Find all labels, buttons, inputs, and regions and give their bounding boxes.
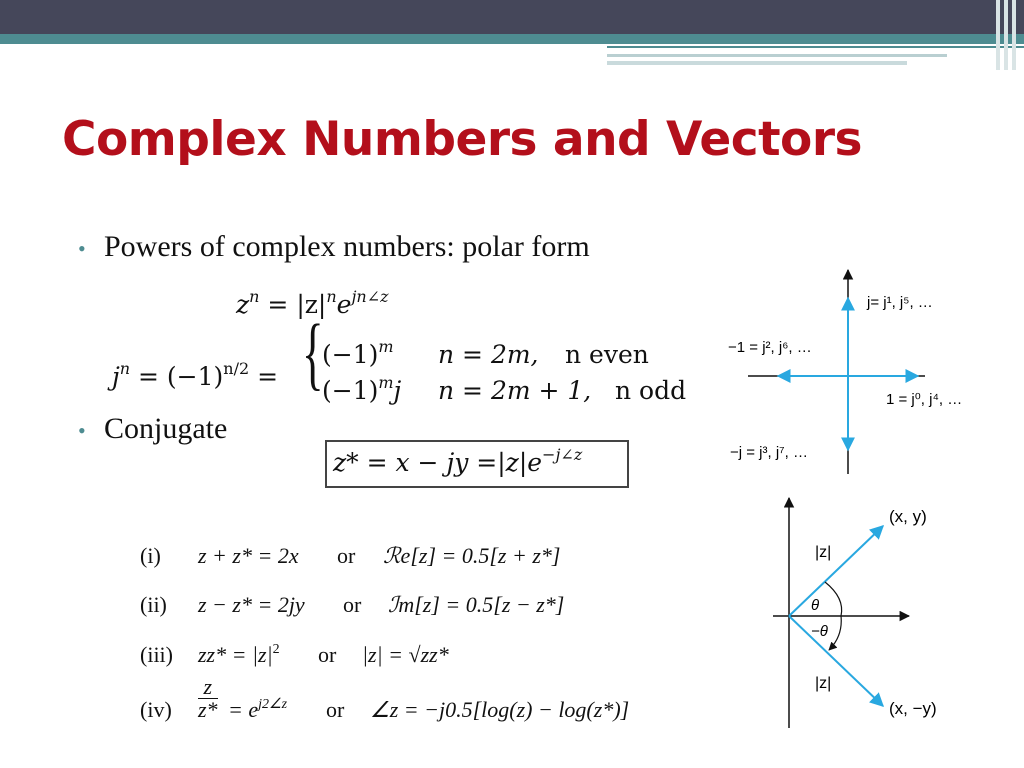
- eq-var: e: [336, 290, 352, 319]
- prop-expr-text: z + z* = 2x: [198, 543, 299, 568]
- header-decor-line: [607, 54, 947, 57]
- property-label: (ii): [140, 592, 167, 617]
- header-decor-bar: [1004, 0, 1008, 70]
- eq-text: n = 2m + 1,: [438, 376, 592, 405]
- property-or: or: [343, 592, 362, 617]
- frac-numerator: z: [203, 674, 213, 699]
- case-even-condition: [438, 340, 539, 369]
- eq-var: j: [393, 376, 402, 405]
- slide-title: Complex Numbers and Vectors: [62, 112, 863, 167]
- label-mag-upper: |z|: [815, 544, 832, 561]
- eq-text: = (−1): [130, 362, 224, 391]
- theta-arc: [825, 582, 842, 616]
- bullet-conjugate: [78, 412, 228, 446]
- vector-z: [789, 526, 883, 616]
- eq-text: n = 2m,: [438, 340, 539, 369]
- label-one: 1 = j⁰, j⁴, …: [886, 391, 963, 408]
- header-decor-line: [607, 46, 1024, 48]
- cases-brace: {: [302, 307, 324, 398]
- property-expr: [198, 642, 280, 668]
- property-fraction: [198, 674, 218, 725]
- label-neg-one: −1 = j², j⁶, …: [728, 339, 812, 356]
- property-expr: [228, 697, 287, 723]
- conjugate-diagram: [765, 492, 995, 732]
- case-even: [322, 337, 394, 369]
- header-decor-bar: [996, 0, 1000, 70]
- property-label: (iii): [140, 642, 173, 667]
- bullet-polar-form: [78, 230, 590, 264]
- eq-sup: n: [326, 287, 337, 306]
- eq-text: n odd: [615, 376, 687, 405]
- eq-sup: n/2: [223, 359, 250, 378]
- j-power-equation: [112, 359, 279, 391]
- prop-expr-text: zz* = |z|: [198, 642, 273, 667]
- prop-expr-text: = e: [228, 697, 259, 722]
- eq-sup: −j∠z: [542, 445, 583, 464]
- header-bar: [0, 0, 1024, 34]
- prop-alt-text: ℐm[z] = 0.5[z − z*]: [388, 592, 565, 617]
- property-alt: [388, 592, 564, 618]
- label-mag-lower: |z|: [815, 675, 832, 692]
- eq-text: n even: [565, 340, 649, 369]
- eq-text: z* = x − jy =|z|e: [333, 448, 543, 477]
- eq-text: =: [249, 362, 279, 391]
- bullet-icon: •: [78, 418, 86, 443]
- eq-var: z: [236, 290, 250, 319]
- label-point-x-negy: (x, −y): [889, 699, 937, 718]
- case-even-note: [565, 340, 649, 369]
- case-odd-condition: [438, 376, 591, 405]
- eq-sup: n: [119, 359, 131, 378]
- property-or: or: [326, 697, 345, 722]
- eq-sup: n: [249, 287, 260, 306]
- vector-z-conjugate: [789, 616, 883, 706]
- property-or: or: [337, 543, 356, 568]
- conjugate-equation: [333, 445, 583, 477]
- bullet-text: Powers of complex numbers: polar form: [104, 230, 590, 263]
- header-accent-stripe: [0, 34, 1024, 44]
- property-expr: [198, 543, 299, 569]
- eq-sup: m: [378, 373, 394, 392]
- eq-sup: jn∠z: [351, 287, 389, 306]
- prop-sup: 2: [272, 642, 280, 657]
- property-or: or: [318, 642, 337, 667]
- eq-text: (−1): [322, 340, 379, 369]
- frac-denominator: z*: [198, 697, 218, 722]
- prop-alt-text: |z| = √zz*: [362, 642, 449, 667]
- prop-alt-text: ∠z = −j0.5[log(z) − log(z*)]: [370, 697, 630, 722]
- powers-of-j-diagram: [720, 262, 1010, 482]
- property-alt: [362, 642, 449, 668]
- eq-text: (−1): [322, 376, 379, 405]
- header-decor-line: [607, 61, 907, 65]
- prop-alt-text: ℛe[z] = 0.5[z + z*]: [383, 543, 561, 568]
- prop-expr-text: z − z* = 2jy: [198, 592, 305, 617]
- neg-theta-arc: [829, 616, 841, 650]
- label-neg-theta: −θ: [811, 623, 828, 640]
- property-alt: [370, 697, 629, 723]
- bullet-icon: •: [78, 236, 86, 261]
- case-odd: [322, 373, 402, 405]
- property-label: (i): [140, 543, 161, 568]
- property-label: (iv): [140, 697, 172, 722]
- property-expr: [198, 592, 305, 618]
- prop-sup: j2∠z: [258, 697, 288, 712]
- label-j: j= j¹, j⁵, …: [867, 294, 933, 311]
- label-neg-j: −j = j³, j⁷, …: [730, 444, 808, 461]
- eq-text: = |z|: [259, 290, 327, 319]
- case-odd-note: [615, 376, 686, 405]
- bullet-text: Conjugate: [104, 412, 228, 445]
- header-decor-bar: [1012, 0, 1016, 70]
- label-theta: θ: [811, 597, 820, 614]
- label-point-xy: (x, y): [889, 507, 927, 526]
- property-alt: [383, 543, 560, 569]
- eq-var: j: [112, 362, 120, 391]
- eq-sup: m: [378, 337, 394, 356]
